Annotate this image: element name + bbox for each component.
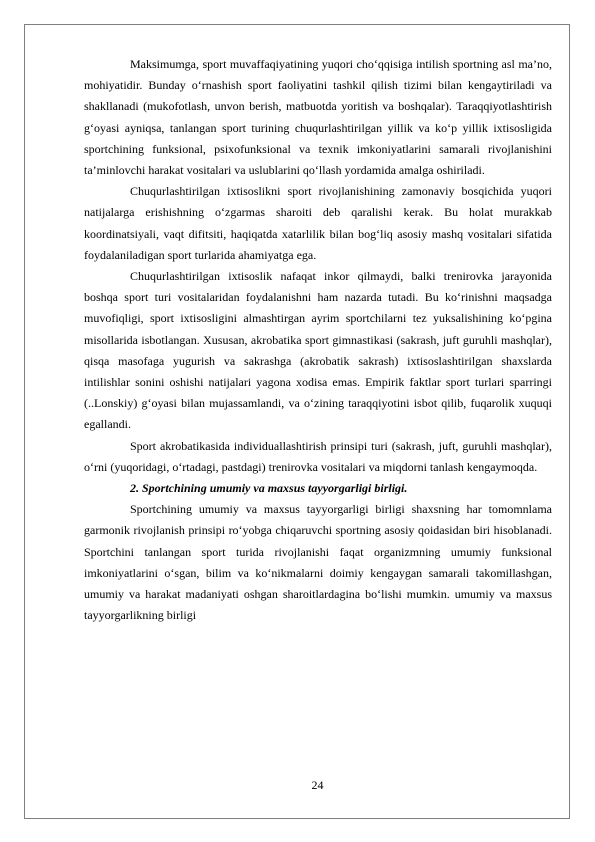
paragraph-5: Sportchining umumiy va maxsus tayyorgarligi birligi shaxsning har tomomnlama garmonik rivojlanish prinsipi ro‘yobga chiqaruvchi sportning asosiy qoidasidan biri hisoblanadi. Sportchini tanlangan sport turida rivojlanishi faqat organizmning umumiy funksional imkoniyatlarini o‘sgan, bilim va ko‘nikmalarni doimiy kengaygan samarali takomillashgan, umumiy va harakat madaniyati oshgan sharoitlardagina bo‘lishi mumkin. umumiy va maxsus tayyorgarlikning birligi bbox=[84, 502, 552, 623]
page-number: 24 bbox=[311, 778, 324, 792]
paragraph-3: Chuqurlashtirilgan ixtisoslik nafaqat inkor qilmaydi, balki trenirovka jarayonida boshqa sport turi vositalaridan foydalanishni ham nazarda tutadi. Bu ko‘rinishni maqsadga muvofiqligi, sport ixtisosligini almashtirgan ayrim sportchilarni tez yuksalishining ko‘pgina misollarida isbotlangan. Xususan, akrobatika sport gimnastikasi (sakrash, juft guruhli mashqlar), qisqa masofaga yugurish va sakrashga (akrobatik sakrash) ixtisoslashtirilgan shaxslarda intilishlar sonini oshishi natijalari yagona xodisa emas. Empirik faktlar sport turlari sparringi (..Lonskiy) g‘oyasi bilan mujassamlandi, va o‘zining taraqqiyotini isbot qilib, fuqarolik xuquqi egallandi. bbox=[84, 269, 552, 432]
section-heading: 2. Sportchining umumiy va maxsus tayyorgarligi birligi. bbox=[130, 481, 408, 496]
document-body bbox=[84, 54, 552, 626]
paragraph-1: Maksimumga, sport muvaffaqiyatining yuqori cho‘qqisiga intilish sportning asl ma’no, mohiyatidir. Bunday o‘rnashish sport faoliyatini tashkil qilish tizimi bilan kengaytiriladi va shakllanadi (mukofotlash, unvon berish, matbuotda yoritish va boshqalar). Taraqqiyotlashtirish g‘oyasi ayniqsa, tanlangan sport turining chuqurlashtirilgan yillik va ko‘p yillik ixtisosligida sportchining funksional, psixofunksional va texnik imkoniyatlarini samarali rivojlanishini ta’minlovchi harakat vositalari va uslublarini qo‘llash yordamida amalga oshiriladi. bbox=[84, 57, 552, 178]
paragraph-2: Chuqurlashtirilgan ixtisoslikni sport rivojlanishining zamonaviy bosqichida yuqori natijalarga erishishning o‘zgarmas sharoiti deb qaralishi kerak. Bu holat murakkab koordinatsiyali, vaqt difitsiti, haqiqatda xatarlilik bilan bog‘liq asosiy mashq vositalari sifatida foydalaniladigan sport turlarida ahamiyatga ega. bbox=[84, 184, 552, 262]
paragraph-4: Sport akrobatikasida individuallashtirish prinsipi turi (sakrash, juft, guruhli mashqlar), o‘rni (yuqoridagi, o‘rtadagi, pastdagi) trenirovka vositalari va miqdorni tanlash kengaymoqda. bbox=[84, 438, 552, 474]
